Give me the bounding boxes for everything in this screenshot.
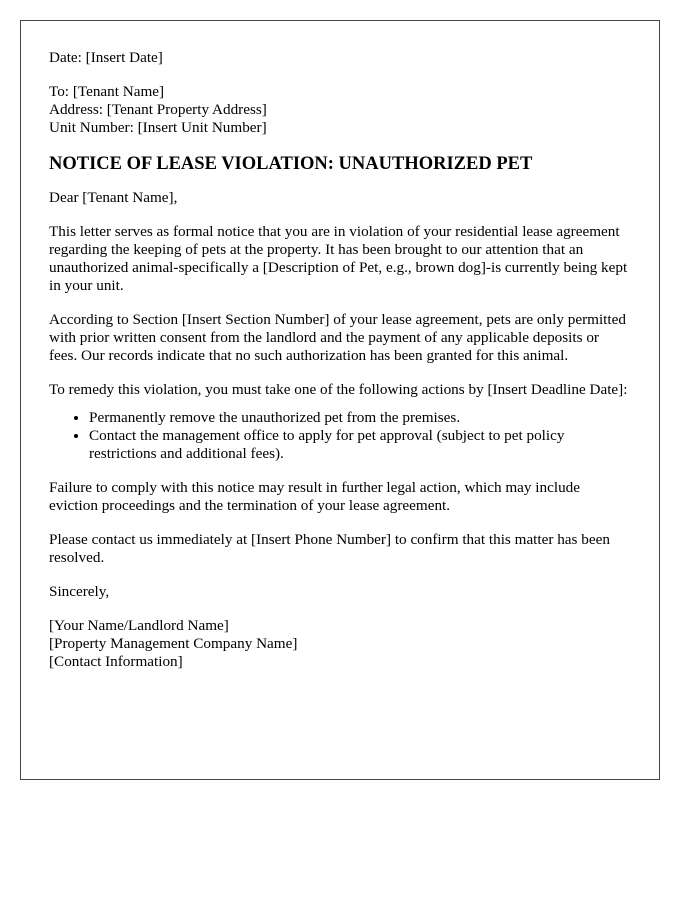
recipient-address-line: Address: [Tenant Property Address] [49,101,267,118]
letter-page [20,20,660,780]
recipient-block [49,83,631,137]
date-line: Date: [Insert Date] [49,49,163,66]
recipient-name-line: To: [Tenant Name] [49,83,165,100]
signature-name: [Your Name/Landlord Name] [49,617,229,634]
date-block [49,49,631,67]
body-paragraph-notice: This letter serves as formal notice that you are in violation of your residential lease agreement regarding the keeping of pets at the property. It has been brought to our attention that an unauthorized animal-specifically a [Description of Pet, e.g., brown dog]-is currently being kept in your unit. [49,223,628,294]
remedy-actions-list [49,409,631,463]
signature-company: [Property Management Company Name] [49,635,298,652]
notice-title: NOTICE OF LEASE VIOLATION: UNAUTHORIZED PET [49,154,533,174]
body-paragraph-lease-section: According to Section [Insert Section Number] of your lease agreement, pets are only permitted with prior written consent from the landlord and the payment of any applicable deposits or fees. Our records indicate that no such authorization has been granted for this animal. [49,311,626,364]
body-paragraph-consequences: Failure to comply with this notice may result in further legal action, which may include eviction proceedings and the termination of your lease agreement. [49,479,581,514]
salutation: Dear [Tenant Name], [49,189,178,206]
body-paragraph-contact: Please contact us immediately at [Insert Phone Number] to confirm that this matter has been resolved. [49,531,610,566]
signature-block [49,617,631,671]
signature-contact: [Contact Information] [49,653,183,670]
recipient-unit-line: Unit Number: [Insert Unit Number] [49,119,267,136]
signoff: Sincerely, [49,583,110,600]
body-paragraph-remedy: To remedy this violation, you must take one of the following actions by [Insert Deadline Date]: [49,381,628,398]
list-item: • Permanently remove the unauthorized pet from the premises. [89,409,631,427]
list-item: • Contact the management office to apply for pet approval (subject to pet policy restrictions and additional fees). [89,427,631,463]
